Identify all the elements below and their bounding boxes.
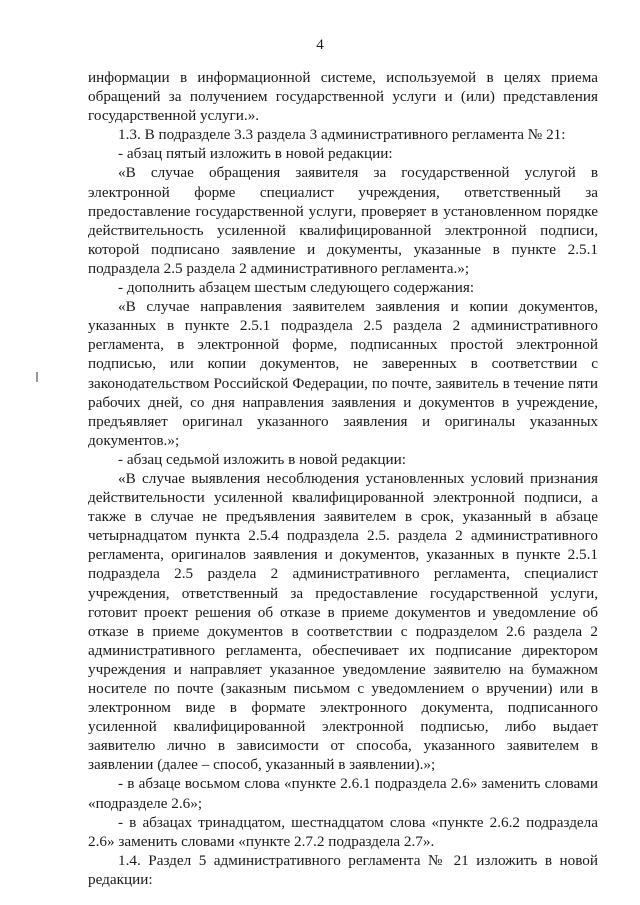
paragraph-abzac-8-change: - в абзаце восьмом слова «пункте 2.6.1 подраздела 2.6» заменить словами «подразделе 2.6»; xyxy=(88,775,598,812)
paragraph-abzac-5-text: «В случае обращения заявителя за государственной услугой в электронной форме специалист учреждения, ответственный за предоставление государственной услуги, проверяет в установленном порядке действительность усиленной квалифицированной электронной подписи, которой подписано заявление и документы, указанные в пункте 2.5.1 подраздела 2.5 раздела 2 административного регламента.»; xyxy=(88,164,598,277)
paragraph-section-1-4: 1.4. Раздел 5 административного регламента № 21 изложить в новой редакции: xyxy=(88,851,598,888)
paragraph-section-1-3: 1.3. В подразделе 3.3 раздела 3 административного регламента № 21: xyxy=(118,126,566,144)
page-number: 4 xyxy=(316,37,324,53)
document-body xyxy=(88,68,598,889)
paragraph-abzac-6-instruction: - дополнить абзацем шестым следующего содержания: xyxy=(118,279,475,297)
paragraph-abzac-7-text: «В случае выявления несоблюдения установленных условий признания действительности усиленной квалифицированной электронной подписи, а также в случае не предъявления заявителем в срок, указанный в абзаце четырнадцатом пункта 2.5.4 подраздела 2.5. раздела 2 административного регламента, оригиналов заявления и документов, указанных в пункте 2.5.1 подраздела 2.5 раздела 2 административного регламента, специалист учреждения, ответственный за предоставление государственной услуги, готовит проект решения об отказе в приеме документов и уведомление об отказе в приеме документов в соответствии с подразделом 2.6 раздела 2 административного регламента, обеспечивает их подписание директором учреждения и направляет указанное уведомление заявителю на бумажном носителе по почте (заказным письмом с уведомлением о вручении) или в электронном виде в формате электронного документа, подписанного усиленной квалифицированной электронной подписью, либо выдает заявителю лично в зависимости от способа, указанного заявителем в заявлении (далее – способ, указанный в заявлении).»; xyxy=(88,469,598,774)
paragraph-abzac-13-16-change: - в абзацах тринадцатом, шестнадцатом слова «пункте 2.6.2 подраздела 2.6» заменить словами «пункте 2.7.2 подраздела 2.7». xyxy=(88,813,598,850)
paragraph-abzac-6-text: «В случае направления заявителем заявления и копии документов, указанных в пункте 2.5.1 подраздела 2.5 раздела 2 административного регламента, в электронной форме, подписанных простой электронной подписью, или копии документов, не заверенных в соответствии с законодательством Российской Федерации, по почте, заявитель в течение пяти рабочих дней, со дня направления заявления и документов в учреждение, предъявляет оригинал указанного заявления и оригиналы указанных документов.»; xyxy=(88,298,598,449)
paragraph-continuation: информации в информационной системе, используемой в целях приема обращений за получением государственной услуги и (или) представления государственной услуги.». xyxy=(88,69,598,125)
paragraph-abzac-7-instruction: - абзац седьмой изложить в новой редакции: xyxy=(118,450,406,468)
paragraph-abzac-5-instruction: - абзац пятый изложить в новой редакции: xyxy=(118,145,393,163)
scan-artifact-mark xyxy=(36,372,38,382)
